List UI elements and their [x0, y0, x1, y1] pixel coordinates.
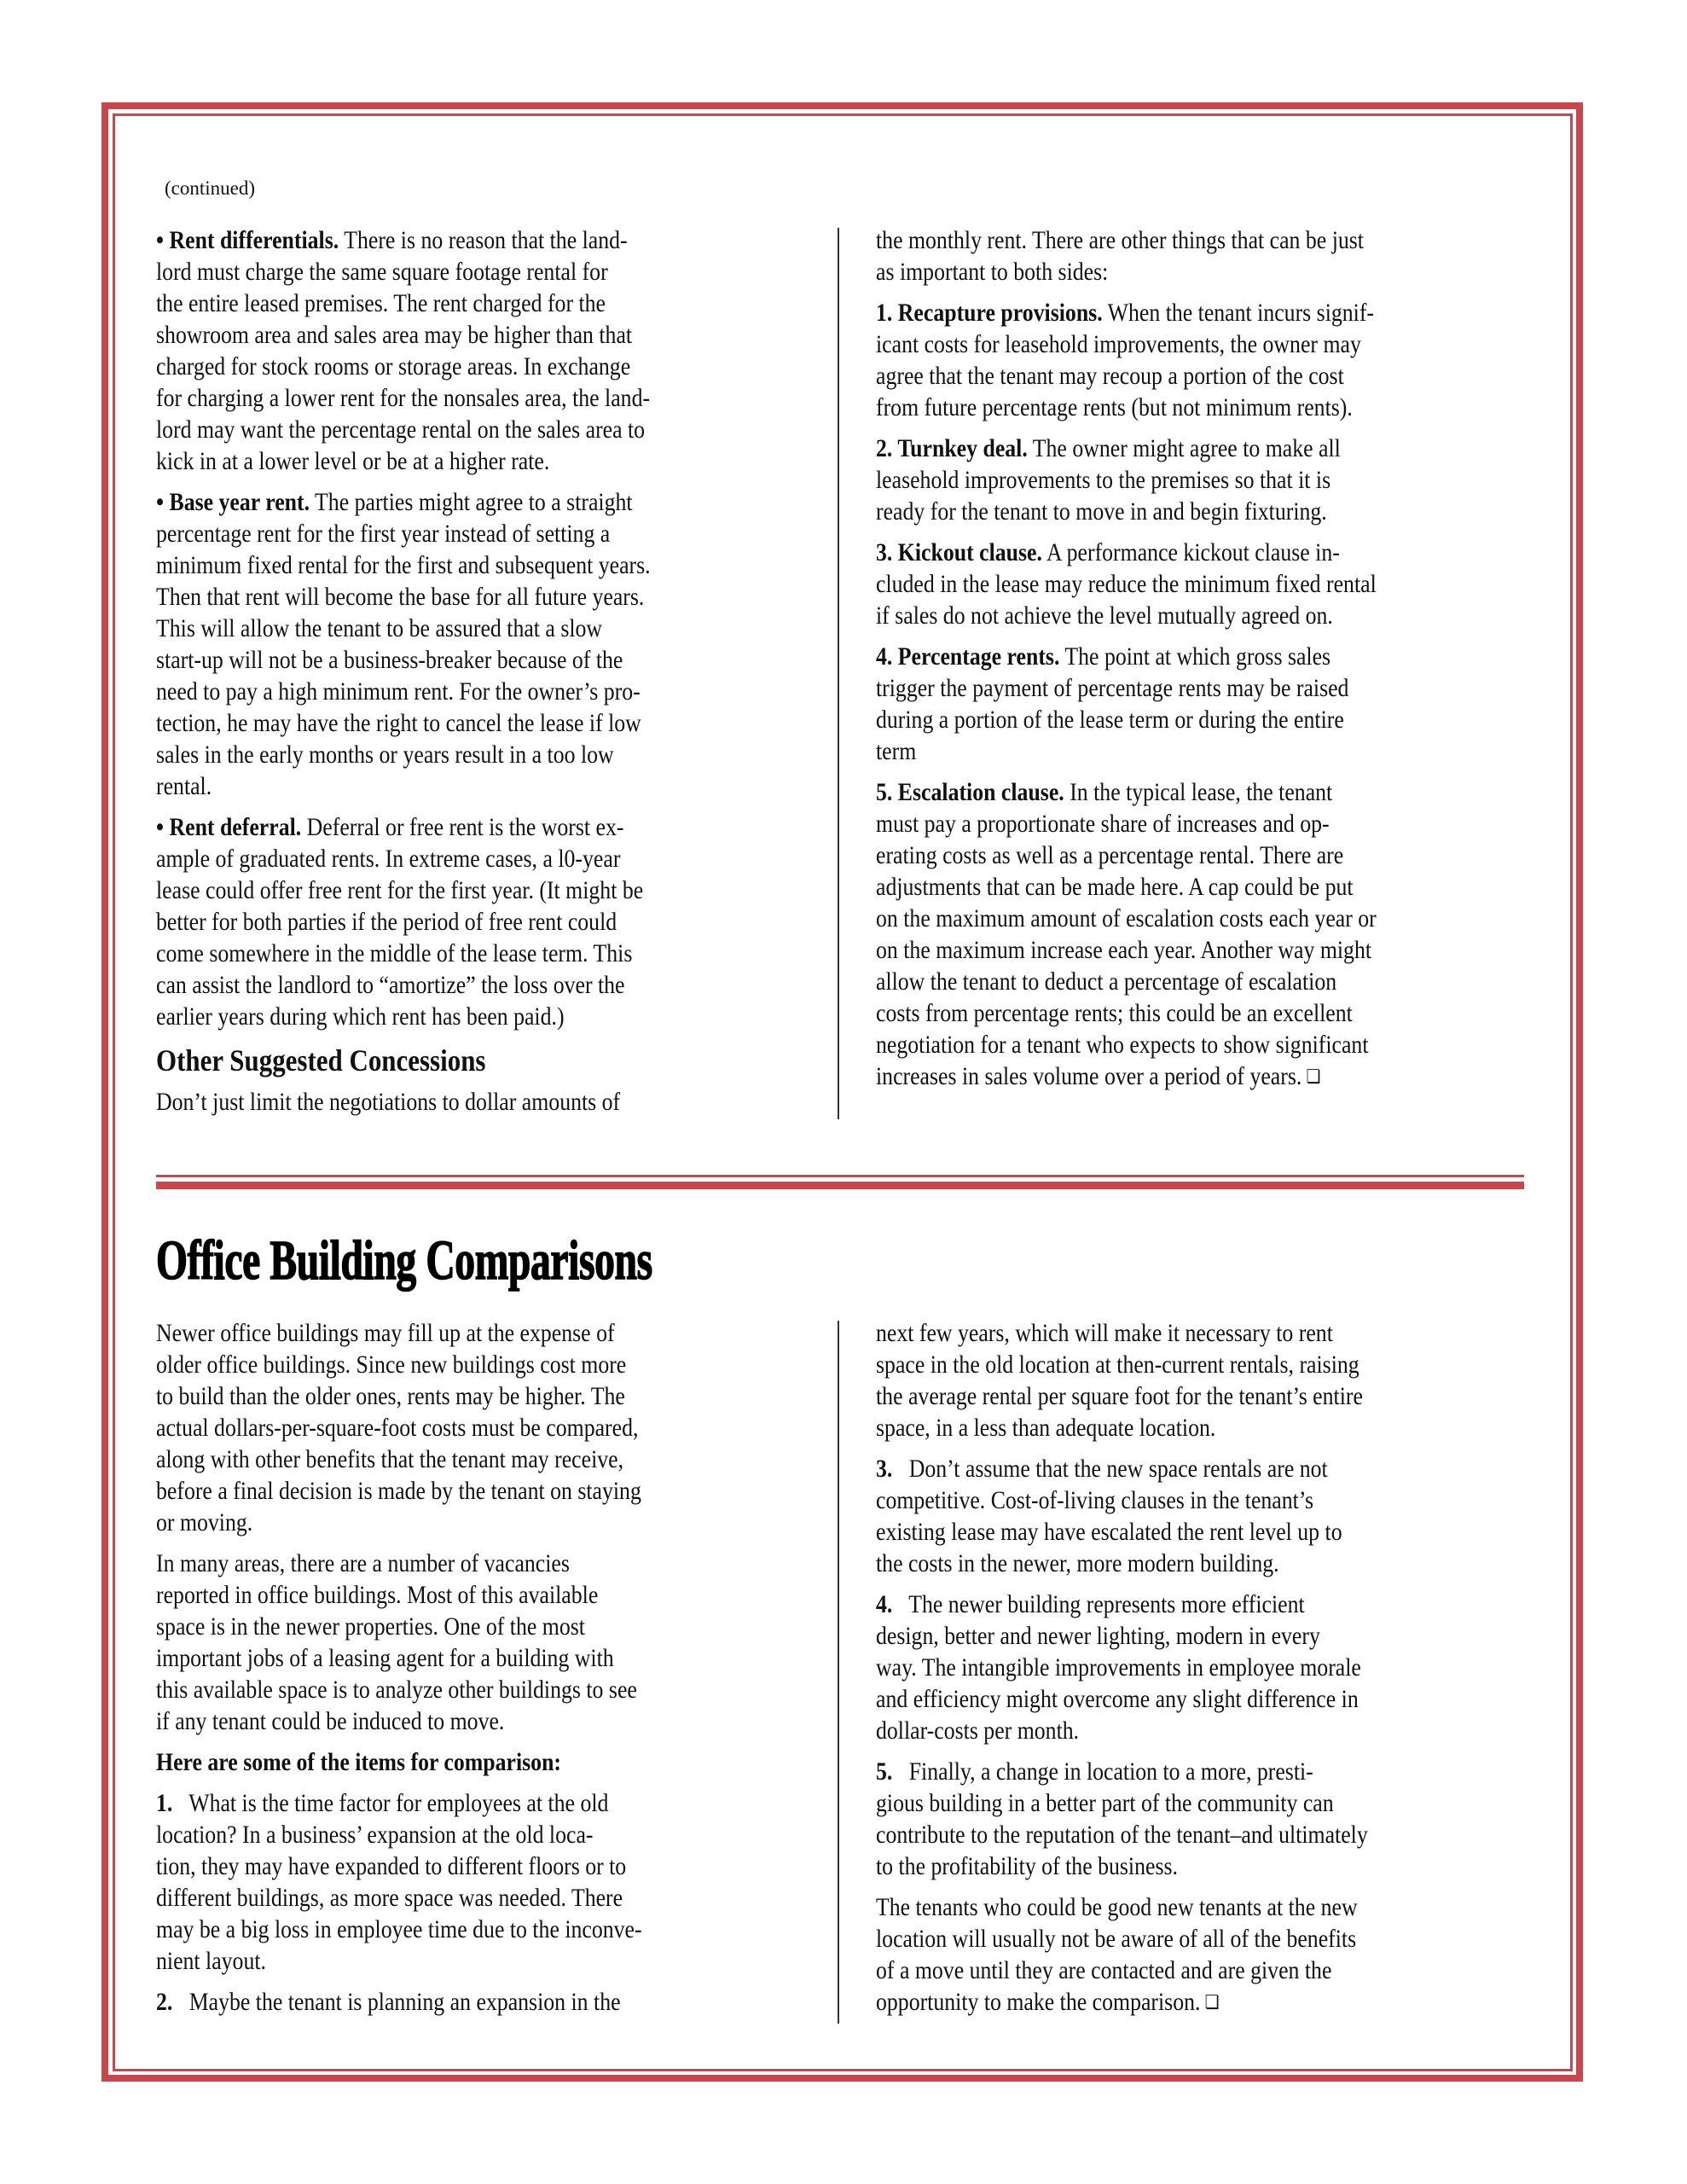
paragraph-closing: [156, 1086, 821, 1118]
text-line: the entire leased premises. The rent charged for the: [156, 289, 606, 317]
text-line: on the maximum amount of escalation costs each year or: [876, 904, 1377, 932]
text-line: lord may want the percentage rental on the sales area to: [156, 415, 646, 444]
item-recapture-provisions: [876, 297, 1541, 423]
text-line: need to pay a high minimum rent. For the owner’s pro-: [156, 677, 641, 706]
text-line: can assist the landlord to “amortize” the loss over the: [156, 971, 625, 999]
text-line: space, in a less than adequate location.: [876, 1414, 1216, 1442]
text-line: 1. Recapture provisions. When the tenant incurs signif-: [876, 299, 1375, 327]
comparison-item-1: [156, 1787, 821, 1977]
subheading-other-concessions: Other Suggested Concessions: [156, 1043, 486, 1077]
text-line: contribute to the reputation of the tenant–and ultimately: [876, 1821, 1368, 1849]
text-line: to the profitability of the business.: [876, 1852, 1178, 1880]
text-line: and efficiency might overcome any slight difference in: [876, 1685, 1359, 1713]
text-line: nient layout.: [156, 1947, 266, 1975]
text-line: the costs in the newer, more modern building.: [876, 1549, 1279, 1577]
text-line: 2. Maybe the tenant is planning an expansion in the: [156, 1988, 621, 2016]
text-line: Here are some of the items for comparison:: [156, 1748, 562, 1776]
text-line: rental.: [156, 772, 212, 800]
text-line: may be a big loss in employee time due to the inconve-: [156, 1915, 642, 1943]
text-line: adjustments that can be made here. A cap could be put: [876, 873, 1354, 901]
text-line: must pay a proportionate share of increases and op-: [876, 810, 1330, 838]
text-line: 3. Don’t assume that the new space rentals are not: [876, 1455, 1328, 1483]
paragraph-intro: [876, 224, 1541, 288]
text-line: the average rental per square foot for the tenant’s entire: [876, 1382, 1363, 1410]
text-line: costs from percentage rents; this could be an excellent: [876, 999, 1353, 1027]
bottom-left-column: [156, 1317, 821, 2018]
text-line: if sales do not achieve the level mutually agreed on.: [876, 601, 1333, 630]
text-line: start-up will not be a business-breaker because of the: [156, 646, 623, 674]
text-line: • Base year rent. The parties might agree to a straight: [156, 488, 633, 516]
text-line: along with other benefits that the tenant may receive,: [156, 1445, 624, 1473]
paragraph-vacancies: [156, 1548, 821, 1737]
text-line: icant costs for leasehold improvements, the owner may: [876, 330, 1361, 358]
text-line: tection, he may have the right to cancel the lease if low: [156, 709, 641, 737]
text-line: trigger the payment of percentage rents may be raised: [876, 674, 1349, 702]
text-line: 4. The newer building represents more efficient: [876, 1590, 1305, 1618]
text-line: to build than the older ones, rents may be higher. The: [156, 1382, 625, 1410]
text-line: if any tenant could be induced to move.: [156, 1707, 505, 1735]
text-line: This will allow the tenant to be assured that a slow: [156, 614, 603, 642]
text-line: during a portion of the lease term or during the entire: [876, 706, 1344, 734]
text-line: leasehold improvements to the premises so that it is: [876, 466, 1331, 494]
bottom-right-column: [876, 1317, 1541, 2018]
item-escalation-clause: [876, 776, 1541, 1092]
text-line: erating costs as well as a percentage rental. There are: [876, 841, 1344, 869]
text-line: for charging a lower rent for the nonsales area, the land-: [156, 384, 651, 412]
text-line: next few years, which will make it necessary to rent: [876, 1319, 1333, 1347]
text-line: term: [876, 737, 917, 765]
top-right-column: [876, 224, 1541, 1092]
text-line: of a move until they are contacted and are given the: [876, 1956, 1332, 1984]
comparison-item-4: [876, 1589, 1541, 1746]
text-line: design, better and newer lighting, modern in every: [876, 1622, 1320, 1650]
text-line: In many areas, there are a number of vacancies: [156, 1549, 570, 1577]
section-divider-thin: [156, 1175, 1524, 1177]
text-line: space is in the newer properties. One of the most: [156, 1612, 585, 1641]
text-line: or moving.: [156, 1508, 253, 1536]
text-line: as important to both sides:: [876, 258, 1109, 286]
text-line: • Rent differentials. There is no reason that the land-: [156, 226, 628, 254]
paragraph-continuation: [876, 1317, 1541, 1443]
text-line: lease could offer free rent for the first year. (It might be: [156, 876, 644, 904]
continued-label: (continued): [165, 177, 256, 199]
item-turnkey-deal: [876, 433, 1541, 527]
text-line: ready for the tenant to move in and begin fixturing.: [876, 497, 1327, 526]
text-line: competitive. Cost-of-living clauses in the tenant’s: [876, 1486, 1314, 1514]
text-line: Newer office buildings may fill up at the expense of: [156, 1319, 615, 1347]
text-line: charged for stock rooms or storage areas. In exchange: [156, 352, 631, 380]
text-line: sales in the early months or years result in a too low: [156, 741, 614, 769]
top-left-column: [156, 224, 821, 1118]
paragraph-newer-buildings: [156, 1317, 821, 1538]
text-line: cluded in the lease may reduce the minimum fixed rental: [876, 570, 1377, 598]
text-line: 5. Finally, a change in location to a more, presti-: [876, 1757, 1313, 1786]
text-line: The tenants who could be good new tenants at the new: [876, 1893, 1358, 1921]
paragraph-rent-deferral: [156, 811, 821, 1032]
text-line: better for both parties if the period of free rent could: [156, 908, 617, 936]
column-rule-bottom: [838, 1321, 839, 2024]
paragraph-closing: [876, 1891, 1541, 2018]
text-line: • Rent deferral. Deferral or free rent is the worst ex-: [156, 813, 624, 841]
text-line: dollar-costs per month.: [876, 1716, 1080, 1745]
section-divider-thick: [156, 1182, 1524, 1189]
text-line: location? In a business’ expansion at the old loca-: [156, 1821, 594, 1849]
text-line: the monthly rent. There are other things that can be just: [876, 226, 1364, 254]
text-line: from future percentage rents (but not minimum rents).: [876, 393, 1353, 421]
text-line: earlier years during which rent has been paid.): [156, 1002, 565, 1031]
text-line: kick in at a lower level or be at a higher rate.: [156, 447, 550, 475]
paragraph-rent-differentials: [156, 224, 821, 477]
item-kickout-clause: [876, 537, 1541, 631]
text-line: 1. What is the time factor for employees at the old: [156, 1789, 609, 1817]
text-line: location will usually not be aware of all of the benefits: [876, 1925, 1357, 1953]
comparison-item-3: [876, 1453, 1541, 1579]
text-line: existing lease may have escalated the rent level up to: [876, 1518, 1342, 1546]
text-line: 2. Turnkey deal. The owner might agree to make all: [876, 434, 1341, 462]
text-line: allow the tenant to deduct a percentage of escalation: [876, 967, 1337, 996]
text-line: ample of graduated rents. In extreme cases, a l0-year: [156, 845, 621, 873]
text-line: minimum fixed rental for the first and subsequent years.: [156, 551, 651, 579]
text-line: important jobs of a leasing agent for a building with: [156, 1644, 614, 1672]
list-heading: [156, 1746, 821, 1778]
text-line: negotiation for a tenant who expects to show significant: [876, 1031, 1369, 1059]
comparison-item-2: [156, 1986, 821, 2018]
text-line: come somewhere in the middle of the lease term. This: [156, 939, 633, 967]
text-line: before a final decision is made by the tenant on staying: [156, 1477, 641, 1505]
text-line: gious building in a better part of the community can: [876, 1789, 1334, 1817]
text-line: actual dollars-per-square-foot costs must be compared,: [156, 1414, 639, 1442]
text-line: 4. Percentage rents. The point at which gross sales: [876, 642, 1331, 671]
text-line: reported in office buildings. Most of this available: [156, 1581, 599, 1609]
text-line: agree that the tenant may recoup a portion of the cost: [876, 362, 1344, 390]
article-title: Office Building Comparisons: [156, 1229, 652, 1292]
item-percentage-rents: [876, 641, 1541, 767]
text-line: lord must charge the same square footage rental for: [156, 258, 608, 286]
text-line: percentage rent for the first year instead of setting a: [156, 520, 611, 548]
text-line: 3. Kickout clause. A performance kickout clause in-: [876, 538, 1340, 566]
text-line: increases in sales volume over a period of years. ❏: [876, 1062, 1321, 1090]
text-line: Then that rent will become the base for all future years.: [156, 583, 645, 611]
text-line: space in the old location at then-current rentals, raising: [876, 1350, 1359, 1379]
text-line: 5. Escalation clause. In the typical lease, the tenant: [876, 778, 1333, 806]
text-line: way. The intangible improvements in employee morale: [876, 1653, 1361, 1682]
paragraph-base-year-rent: [156, 486, 821, 802]
column-rule-top: [838, 228, 839, 1119]
text-line: showroom area and sales area may be higher than that: [156, 321, 633, 349]
text-line: this available space is to analyze other buildings to see: [156, 1676, 637, 1704]
text-line: older office buildings. Since new buildings cost more: [156, 1350, 627, 1379]
end-of-article-icon: ❏: [1306, 1066, 1321, 1087]
text-line: opportunity to make the comparison. ❏: [876, 1988, 1220, 2016]
text-line: Don’t just limit the negotiations to dollar amounts of: [156, 1088, 621, 1116]
comparison-item-5: [876, 1756, 1541, 1882]
text-line: on the maximum increase each year. Another way might: [876, 936, 1372, 964]
text-line: different buildings, as more space was needed. There: [156, 1884, 623, 1912]
end-of-article-icon: ❏: [1204, 1991, 1220, 2013]
text-line: tion, they may have expanded to different floors or to: [156, 1852, 627, 1880]
